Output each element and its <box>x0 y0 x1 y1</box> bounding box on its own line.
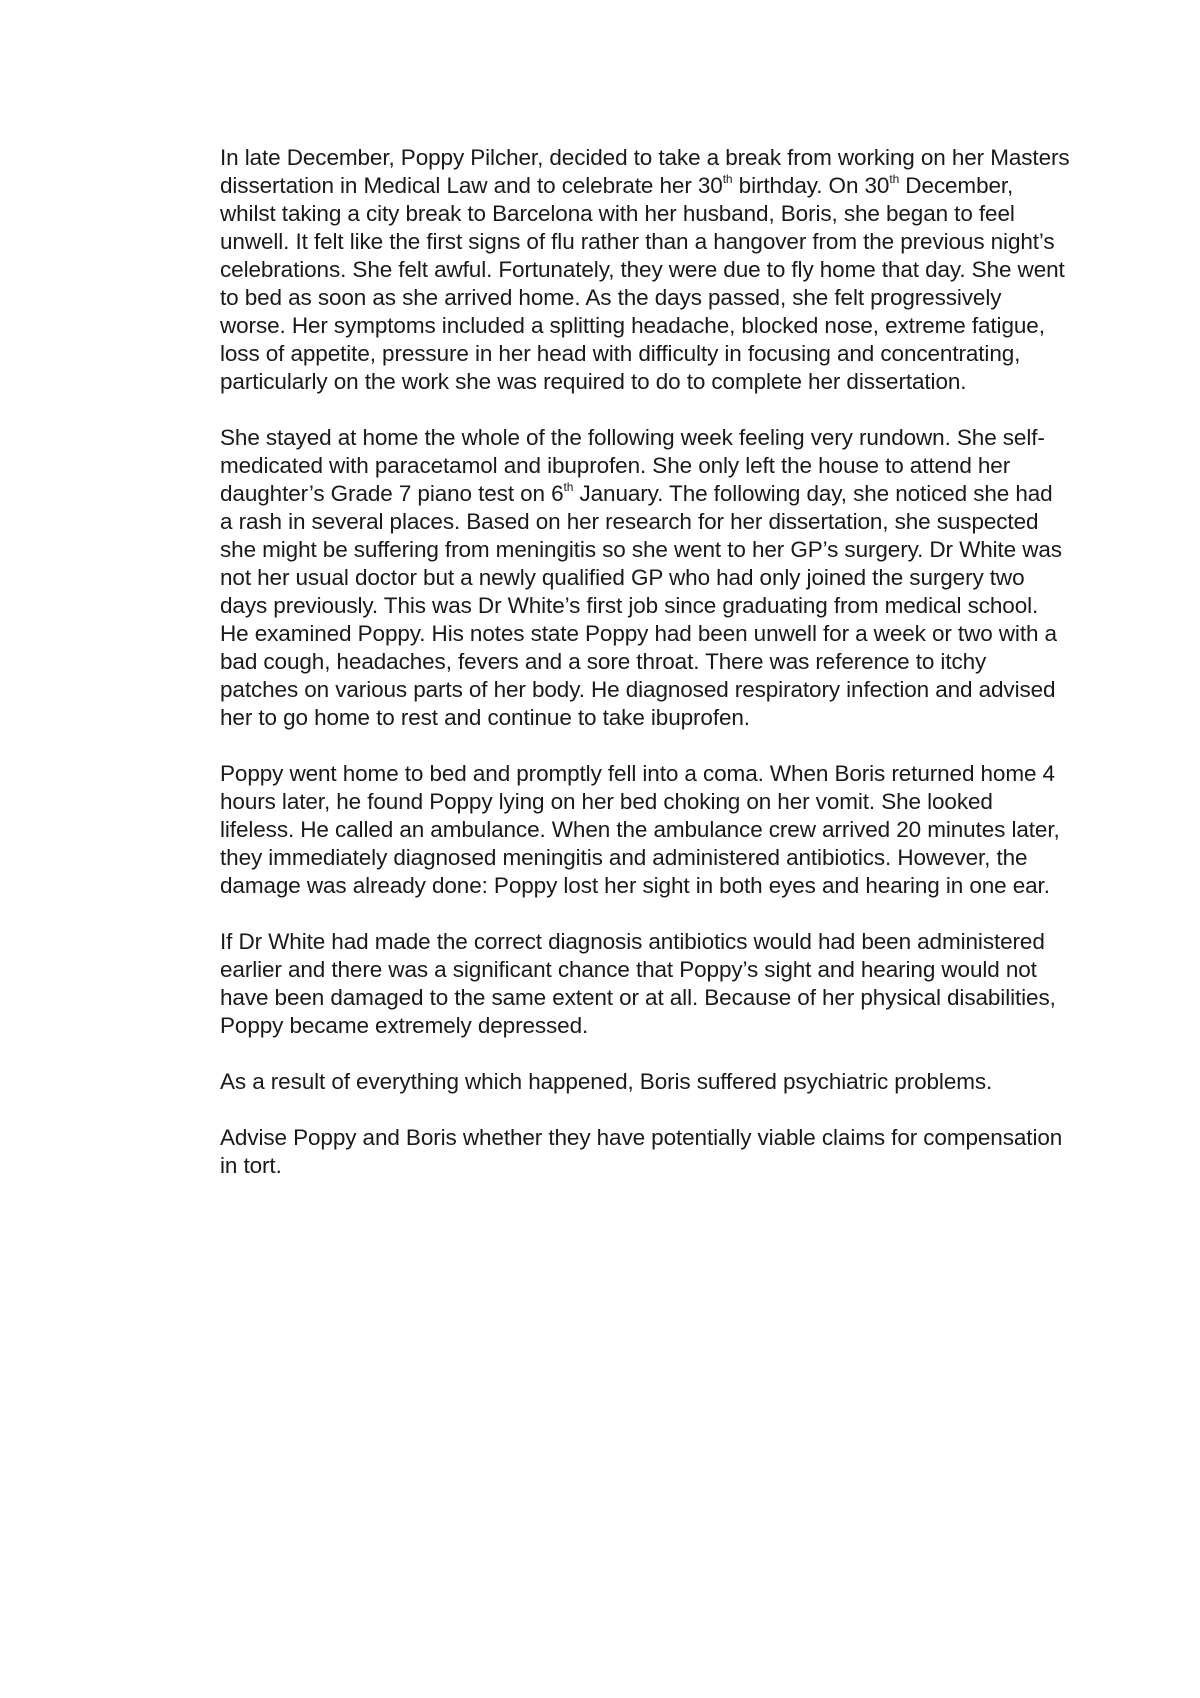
paragraph-1-text-b: birthday. On 30 <box>732 173 890 198</box>
paragraph-6: Advise Poppy and Boris whether they have potentially viable claims for compensation in tort. <box>220 1125 1063 1178</box>
paragraph-2-text-a: She stayed at home the whole of the following week feeling very rundown. She self-medicated with paracetamol and ibuprofen. She only left the house to attend her daughter’s Grade 7 piano test on 6 <box>220 425 1045 506</box>
paragraph-3: Poppy went home to bed and promptly fell into a coma. When Boris returned home 4 hours later, he found Poppy lying on her bed choking on her vomit. She looked lifeless. He called an ambulance. When the ambulance crew arrived 20 minutes later, they immediately diagnosed meningitis and administered antibiotics. However, the damage was already done: Poppy lost her sight in both eyes and hearing in one ear. <box>220 761 1060 898</box>
paragraph-1 <box>220 144 1070 396</box>
paragraph-5: As a result of everything which happened, Boris suffered psychiatric problems. <box>220 1069 993 1094</box>
ordinal-suffix: th <box>722 171 733 186</box>
paragraph-2 <box>220 424 1070 732</box>
paragraph-1-text-c: December, whilst taking a city break to Barcelona with her husband, Boris, she began to feel unwell. It felt like the first signs of flu rather than a hangover from the previous night’s celebrations. She felt awful. Fortunately, they were due to fly home that day. She went to bed as soon as she arrived home. As the days passed, she felt progressively worse. Her symptoms included a splitting headache, blocked nose, extreme fatigue, loss of appetite, pressure in her head with difficulty in focusing and concentrating, particularly on the work she was required to do to complete her dissertation. <box>220 173 1065 394</box>
paragraph-1-text-a: In late December, Poppy Pilcher, decided to take a break from working on her Masters dissertation in Medical Law and to celebrate her 30 <box>220 145 1070 198</box>
document-body <box>220 144 1070 1180</box>
ordinal-suffix: th <box>889 171 900 186</box>
paragraph-4: If Dr White had made the correct diagnosis antibiotics would had been administered earlier and there was a significant chance that Poppy’s sight and hearing would not have been damaged to the same extent or at all. Because of her physical disabilities, Poppy became extremely depressed. <box>220 929 1056 1038</box>
ordinal-suffix: th <box>563 479 574 494</box>
paragraph-2-text-b: January. The following day, she noticed she had a rash in several places. Based on her research for her dissertation, she suspected she might be suffering from meningitis so she went to her GP’s surgery. Dr White was not her usual doctor but a newly qualified GP who had only joined the surgery two days previously. This was Dr White’s first job since graduating from medical school. He examined Poppy. His notes state Poppy had been unwell for a week or two with a bad cough, headaches, fevers and a sore throat. There was reference to itchy patches on various parts of her body. He diagnosed respiratory infection and advised her to go home to rest and continue to take ibuprofen. <box>220 481 1062 730</box>
